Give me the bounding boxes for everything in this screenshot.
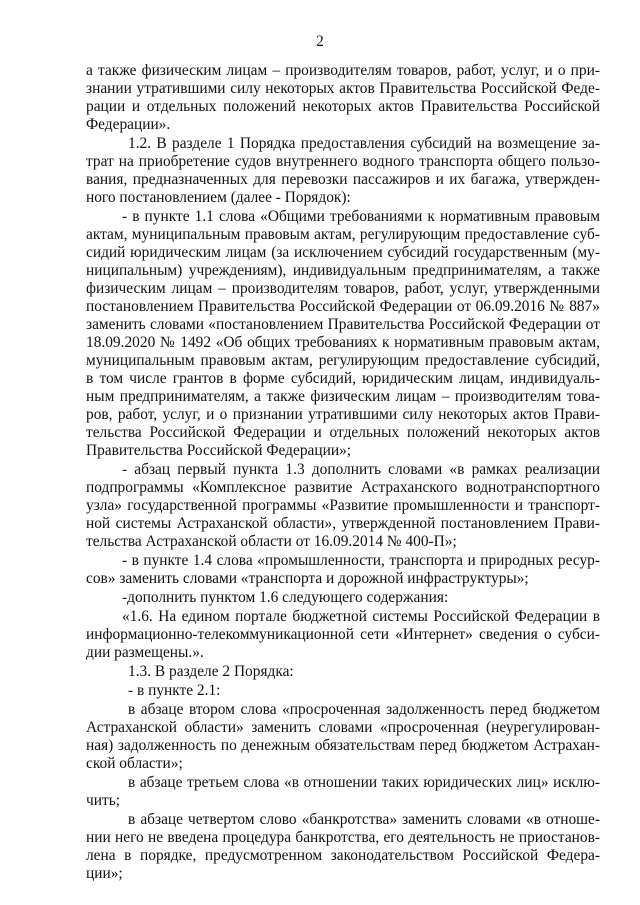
paragraph-item-1-4: - в пункте 1.4 слова «промышленности, транспорта и природных ресурсов» заменить словами «транспорта и дорожной инфраструктуры»; xyxy=(86,552,600,587)
page-number: 2 xyxy=(316,33,324,50)
paragraph-item-1-1: - в пункте 1.1 слова «Общими требованиями к нормативным правовым актам, муниципальным правовым актам, регулирующим предоставление субсидий юридическим лицам (за исключением субсидий государственным (муниципальным) учреждениям), индивидуальным предпринимателям, а также физическим лицам – производителям товаров, работ, услуг, утвержденными постановлением Правительства Российской Федерации от 06.09.2016 № 887» заменить словами «постановлением Правительства Российской Федерации от 18.09.2020 № 1492 «Об общих требованиях к нормативным правовым актам, муниципальным правовым актам, регулирующим предоставление субсидий, в том числе грантов в форме субсидий, юридическим лицам, индивидуальным предпринимателям, а также физическим лицам – производителям товаров, работ, услуг, и о признании утратившими силу некоторых актов Правительства Российской Федерации и отдельных положений некоторых актов Правительства Российской Федерации»; xyxy=(86,208,600,459)
paragraph-continuation: а также физическим лицам – производителям товаров, работ, услуг, и о признании утратившими силу некоторых актов Правительства Российской Федерации и отдельных положений некоторых актов Правительства Российской Федерации». xyxy=(86,62,600,133)
paragraph-add-1-6: -дополнить пунктом 1.6 следующего содержания: xyxy=(122,589,449,606)
paragraph-abzac-4: в абзаце четвертом слово «банкротства» заменить словами «в отношении него не введена процедура банкротства, его деятельность не приостановлена в порядке, предусмотренном законодательством Российской Федерации»; xyxy=(86,811,600,882)
paragraph-abzac-3: в абзаце третьем слова «в отношении таких юридических лиц» исключить; xyxy=(86,774,600,809)
paragraph-item-1-3: - абзац первый пункта 1.3 дополнить словами «в рамках реализации подпрограммы «Комплексное развитие Астраханского воднотранспортного узла» государственной программы «Развитие промышленности и транспортной системы Астраханской области», утвержденной постановлением Правительства Астраханской области от 16.09.2014 № 400-П»; xyxy=(86,461,600,550)
document-body xyxy=(86,62,600,884)
paragraph-quote-1-6: «1.6. На едином портале бюджетной системы Российской Федерации в информационно-телекоммуникационной сети «Интернет» сведения о субсидии размещены.». xyxy=(86,608,600,661)
paragraph-abzac-2: в абзаце втором слова «просроченная задолженность перед бюджетом Астраханской области» заменить словами «просроченная (неурегулированная) задолженность по денежным обязательствам перед бюджетом Астраханской области»; xyxy=(86,701,600,772)
paragraph-section-1-2: 1.2. В разделе 1 Порядка предоставления субсидий на возмещение затрат на приобретение судов внутреннего водного транспорта общего пользования, предназначенных для перевозки пассажиров и их багажа, утвержденного постановлением (далее - Порядок): xyxy=(86,135,600,206)
paragraph-section-1-3: 1.3. В разделе 2 Порядка: xyxy=(128,663,294,680)
paragraph-item-2-1: - в пункте 2.1: xyxy=(128,682,221,699)
